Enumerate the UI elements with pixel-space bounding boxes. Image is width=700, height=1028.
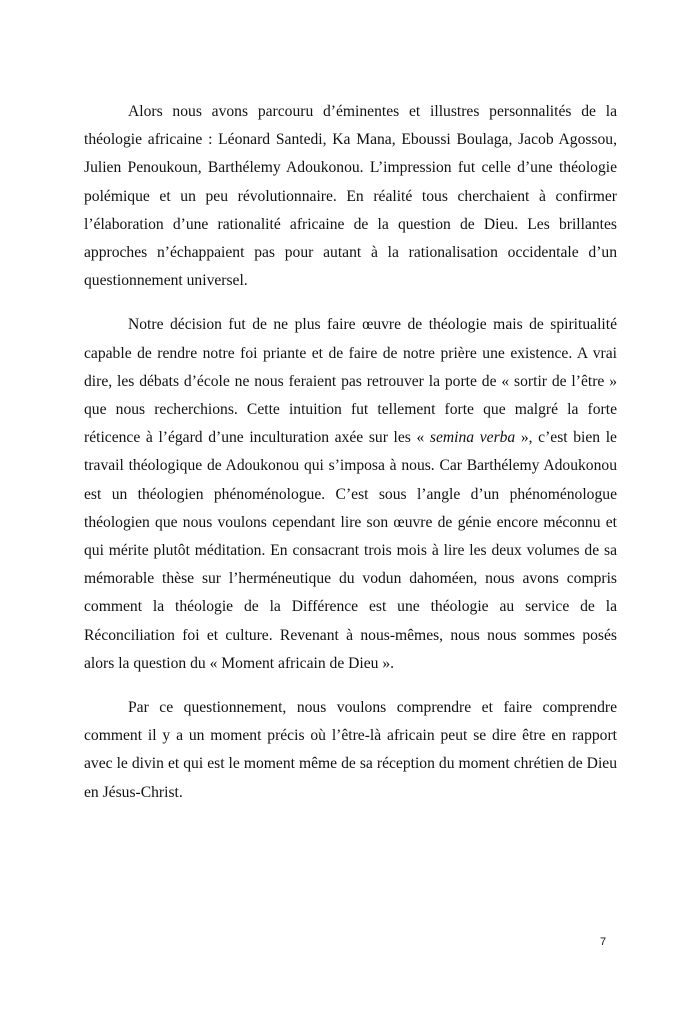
paragraph-3: Par ce questionnement, nous voulons comprendre et faire comprendre comment il y a un moment précis où l’être-là africain peut se dire être en rapport avec le divin et qui est le moment même de sa réception du moment chrétien de Dieu en Jésus-Christ. bbox=[84, 699, 617, 801]
paragraph-2 bbox=[84, 311, 617, 678]
page-number: 7 bbox=[600, 936, 607, 948]
paragraph-2-text-start: Notre décision fut de ne plus faire œuvre de théologie mais de spiritualité capable de rendre notre foi priante et de faire de notre prière une existence. A vrai dire, les débats d’école ne nous feraient pas retrouver la porte de « sortir de l’être » que nous recherchions. Cette intuition fut tellement forte que malgré la forte réticence à l’égard d’une inculturation axée sur les « bbox=[84, 316, 617, 447]
paragraph-2-text-end: », c’est bien le travail théologique de Adoukonou qui s’imposa à nous. Car Barthélemy Adoukonou est un théologien phénoménologue. C’est sous l’angle d’un phénoménologue théologien que nous voulons cependant lire son œuvre de génie encore méconnu et qui mérite plutôt méditation. En consacrant trois mois à lire les deux volumes de sa mémorable thèse sur l’herméneutique du vodun dahoméen, nous avons compris comment la théologie de la Différence est une théologie au service de la Réconciliation foi et culture. Revenant à nous-mêmes, nous nous sommes posés alors la question du « Moment africain de Dieu ». bbox=[84, 429, 617, 672]
text-body bbox=[84, 98, 617, 807]
paragraph-1: Alors nous avons parcouru d’éminentes et illustres personnalités de la théologie africaine : Léonard Santedi, Ka Mana, Eboussi Boulaga, Jacob Agossou, Julien Penoukoun, Barthélemy Adoukonou. L’impression fut celle d’une théologie polémique et un peu révolutionnaire. En réalité tous cherchaient à confirmer l’élaboration d’une rationalité africaine de la question de Dieu. Les brillantes approches n’échappaient pas pour autant à la rationalisation occidentale d’un questionnement universel. bbox=[84, 103, 617, 290]
paragraph-2-italic-term: semina verba bbox=[429, 429, 516, 447]
